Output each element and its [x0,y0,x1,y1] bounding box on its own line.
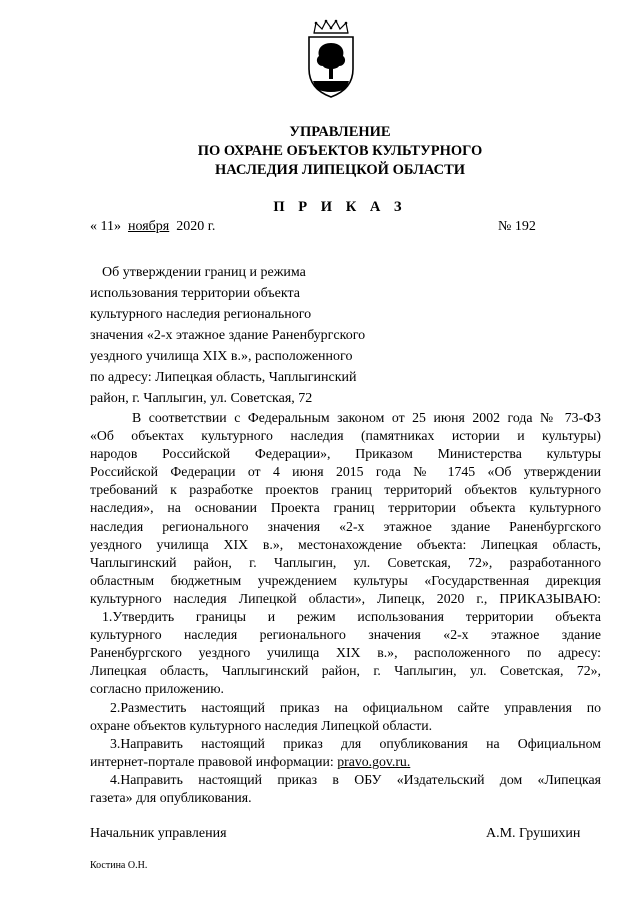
org-name-line-1: УПРАВЛЕНИЕ [289,124,391,140]
order-body [90,409,601,807]
date-year: 2020 г. [176,219,216,234]
body-line: наследия», на основании Проекта границ территории объекта культурного [90,500,601,516]
body-line-text: интернет-портале правовой информации: [90,753,338,769]
order-subject [90,262,410,409]
lipetsk-coat-of-arms-icon [304,19,358,99]
body-line: культурного наследия Липецкой области», Липецк, 2020 г., ПРИКАЗЫВАЮ: [90,590,601,606]
subject-line: по адресу: Липецкая область, Чаплыгинский [90,370,357,385]
body-line: В соответствии с Федеральным законом от 25 июня 2002 года № 73-ФЗ [132,410,601,425]
body-line: Раненбургского уездного училища XIX в.», расположенного по адресу: [90,645,601,661]
body-line [90,753,601,771]
signer-name: А.М. Грушихин [486,826,581,841]
document-type-heading: П Р И К А З [273,199,407,215]
signer-title: Начальник управления [90,826,227,841]
org-name-line-2: ПО ОХРАНЕ ОБЪЕКТОВ КУЛЬТУРНОГО [197,143,483,159]
body-line: областным бюджетным учреждением культуры «Государственная дирекция [90,572,601,588]
body-line: 1.Утвердить границы и режим использования территории объекта [102,609,601,625]
subject-line: уездного училища XIX в.», расположенного [90,349,353,364]
subject-line: культурного наследия регионального [90,307,312,322]
body-line: культурного наследия регионального значения «2-х этажное здание [90,627,601,643]
org-name-line-3: НАСЛЕДИЯ ЛИПЕЦКОЙ ОБЛАСТИ [214,162,466,178]
body-line: требований к разработке проектов границ территорий объектов культурного [90,482,601,498]
date-day: « 11» [90,219,121,234]
body-line: «Об объектах культурного наследия (памятниках истории и культуры) [90,428,601,444]
executor-name: Костина О.Н. [90,860,148,871]
body-line: 4.Направить настоящий приказ в ОБУ «Издательский дом «Липецкая [110,771,601,787]
body-line: охране объектов культурного наследия Липецкой области. [90,717,433,733]
body-line: народов Российской Федерации», Приказом Министерства культуры [90,446,601,462]
body-line: 3.Направить настоящий приказ для опубликования на Официальном [110,735,601,751]
body-line: Липецкая область, Чаплыгинский район, г. Чаплыгин, ул. Советская, 72», [90,663,601,679]
order-date [90,219,215,235]
subject-line: Об утверждении границ и режима [102,265,306,280]
body-line: Российской Федерации от 4 июня 2015 года № 1745 «Об утверждении [90,464,601,480]
order-number: № 192 [498,219,536,234]
body-line: газета» для опубликования. [90,789,252,805]
date-month: ноября [127,219,170,234]
body-line: Чаплыгинский район, г. Чаплыгин, ул. Советская, 72», разработанного [90,554,601,570]
pravo-gov-link[interactable]: pravo.gov.ru. [337,753,411,769]
body-line: согласно приложению. [90,681,224,697]
subject-line: использования территории объекта [90,286,300,301]
body-line: уездного училища XIX в.», местонахождение объекта: Липецкая область, [90,536,601,552]
body-line: 2.Разместить настоящий приказ на официальном сайте управления по [110,699,601,715]
subject-line: район, г. Чаплыгин, ул. Советская, 72 [90,391,313,406]
body-line: наследия регионального значения «2-х этажное здание Раненбургского [90,518,601,534]
subject-line: значения «2-х этажное здание Раненбургского [90,328,366,343]
